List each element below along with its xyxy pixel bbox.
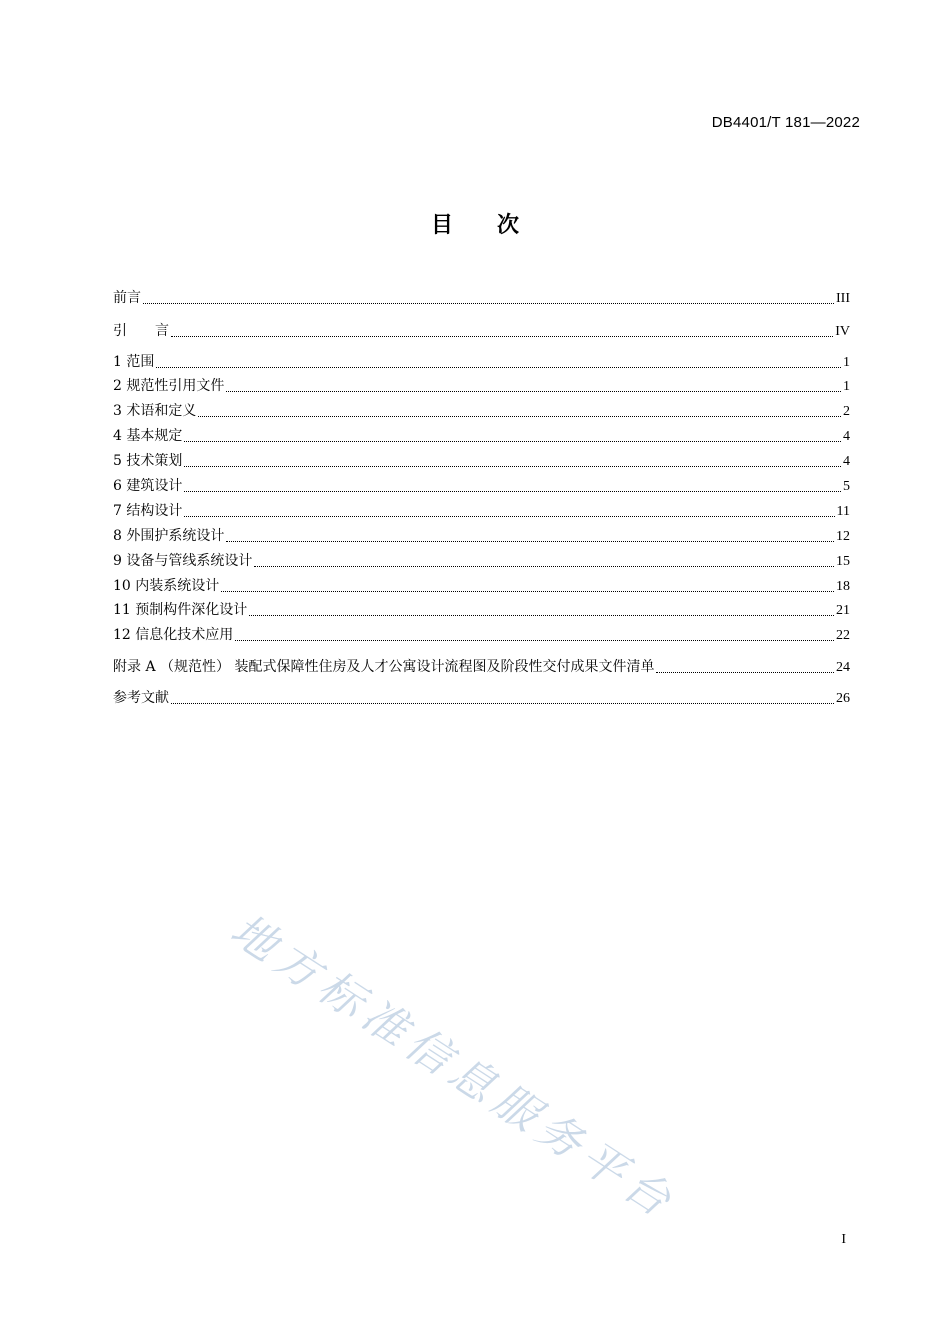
toc-entry-label: 附录 A （规范性） 装配式保障性住房及人才公寓设计流程图及阶段性交付成果文件清单 <box>113 659 655 675</box>
toc-entry-page: 15 <box>836 554 850 569</box>
toc-entry-label: 5 技术策划 <box>113 453 183 469</box>
toc-entry-label: 3 术语和定义 <box>113 403 197 419</box>
toc-entry-2[interactable] <box>113 374 850 398</box>
toc-leader-dots <box>184 515 834 517</box>
toc-entry-12[interactable] <box>113 623 850 647</box>
toc-entry-6[interactable] <box>113 474 850 498</box>
toc-entry-11[interactable] <box>113 598 850 622</box>
toc-entry-bibliography[interactable] <box>113 686 850 710</box>
toc-leader-dots <box>226 390 841 392</box>
toc-entry-label: 8 外围护系统设计 <box>113 528 225 544</box>
toc-leader-dots <box>171 335 833 337</box>
toc-leader-dots <box>184 465 841 467</box>
page-number: I <box>841 1232 846 1247</box>
toc-entry-appendix-a[interactable] <box>113 655 850 679</box>
toc-entry-page: 21 <box>836 603 850 618</box>
toc-entry-7[interactable] <box>113 499 850 523</box>
toc-entry-page: 26 <box>836 691 850 706</box>
toc-leader-dots <box>226 540 834 542</box>
toc-entry-label: 2 规范性引用文件 <box>113 378 225 394</box>
toc-leader-dots <box>143 302 834 304</box>
page-title <box>0 208 950 239</box>
toc-entry-page: 22 <box>836 628 850 643</box>
toc-entry-page: IV <box>835 324 850 339</box>
toc-entry-label: 6 建筑设计 <box>113 478 183 494</box>
toc-leader-dots <box>235 639 834 641</box>
toc-leader-dots <box>249 614 834 616</box>
toc-entry-5[interactable] <box>113 449 850 473</box>
toc-entry-label: 前言 <box>113 290 141 306</box>
toc-entry-label: 4 基本规定 <box>113 428 183 444</box>
toc-entry-4[interactable] <box>113 424 850 448</box>
toc-entry-page: 4 <box>843 429 850 444</box>
toc-entry-page: 24 <box>836 660 850 675</box>
toc-entry-1[interactable] <box>113 350 850 374</box>
toc-entry-page: 18 <box>836 579 850 594</box>
toc-entry-label: 12 信息化技术应用 <box>113 627 234 643</box>
watermark: 地方标准信息服务平台 <box>221 904 686 1231</box>
toc-entry-page: 1 <box>843 379 850 394</box>
toc-leader-dots <box>198 415 841 417</box>
toc-entry-page: 5 <box>843 479 850 494</box>
title-char-2: 次 <box>497 213 520 238</box>
toc-leader-dots <box>184 490 841 492</box>
toc-leader-dots <box>184 440 841 442</box>
toc-entry-3[interactable] <box>113 399 850 423</box>
toc-entry-8[interactable] <box>113 524 850 548</box>
toc-entry-label: 7 结构设计 <box>113 503 183 519</box>
toc-entry-label: 1 范围 <box>113 354 155 370</box>
toc-entry-9[interactable] <box>113 549 850 573</box>
toc-leader-dots <box>171 702 834 704</box>
toc-leader-dots <box>156 366 841 368</box>
toc-entry-page: 4 <box>843 454 850 469</box>
toc-entry-label: 10 内装系统设计 <box>113 578 220 594</box>
toc-leader-dots <box>656 671 834 673</box>
toc-entry-introduction[interactable] <box>113 319 850 343</box>
toc-entry-label: 引 言 <box>113 323 169 339</box>
toc-entry-page: 11 <box>836 504 850 519</box>
toc-entry-10[interactable] <box>113 574 850 598</box>
toc-leader-dots <box>254 565 834 567</box>
toc-entry-page: 1 <box>843 355 850 370</box>
title-char-1: 目 <box>430 213 453 238</box>
toc-entry-foreword[interactable] <box>113 286 850 310</box>
toc-entry-page: III <box>836 291 850 306</box>
toc-leader-dots <box>221 590 834 592</box>
toc-entry-label: 9 设备与管线系统设计 <box>113 553 253 569</box>
toc-entry-page: 2 <box>843 404 850 419</box>
toc-entry-label: 参考文献 <box>113 690 169 706</box>
standard-code: DB4401/T 181—2022 <box>711 114 860 131</box>
toc-entry-page: 12 <box>836 529 850 544</box>
toc-entry-label: 11 预制构件深化设计 <box>113 602 248 618</box>
